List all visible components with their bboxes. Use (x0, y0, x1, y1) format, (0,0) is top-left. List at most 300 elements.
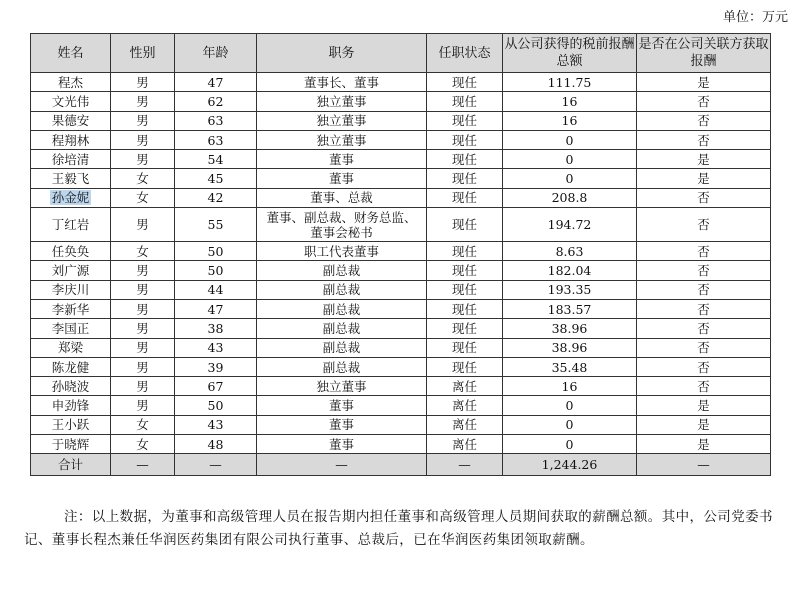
cell-related-text: 是 (697, 171, 710, 187)
cell-related (637, 242, 771, 261)
cell-age-text: 50 (207, 398, 224, 414)
total-row (31, 454, 771, 476)
cell-gender-text: 男 (136, 132, 149, 148)
table-row (31, 92, 771, 111)
table-row (31, 73, 771, 92)
cell-name-text[interactable]: 王毅飞 (51, 171, 90, 187)
cell-pay-text: 38.96 (551, 320, 588, 336)
cell-name (31, 111, 111, 130)
cell-gender (111, 73, 175, 92)
cell-related-text: 否 (697, 217, 710, 233)
cell-name-text[interactable]: 陈龙健 (51, 359, 90, 375)
cell-gender-text: 男 (136, 359, 149, 375)
cell-related-text: 否 (697, 93, 710, 109)
cell-status-text: 现任 (451, 74, 477, 90)
cell-gender (111, 188, 175, 207)
cell-related-text: 否 (697, 263, 710, 279)
cell-status-text: 现任 (451, 243, 477, 259)
cell-age-text: 62 (207, 93, 224, 109)
cell-pay-text: 16 (561, 113, 578, 129)
cell-age-text: 67 (207, 378, 224, 394)
cell-pay (503, 280, 637, 299)
cell-pay (503, 188, 637, 207)
cell-position-text: 董事 (328, 417, 354, 433)
cell-position-text: 董事、副总裁、财务总监、董事会秘书 (266, 209, 417, 240)
cell-related-text: 是 (697, 151, 710, 167)
cell-age-text: 63 (207, 132, 224, 148)
cell-related (637, 169, 771, 188)
cell-position-text: 副总裁 (322, 320, 361, 336)
cell-name (31, 92, 111, 111)
cell-pay (503, 357, 637, 376)
cell-related-text: 否 (697, 132, 710, 148)
cell-gender-text: 女 (136, 190, 149, 206)
cell-pay (503, 261, 637, 280)
cell-status-text: 现任 (451, 151, 477, 167)
total-related: — (637, 454, 771, 476)
cell-status-text: 离任 (451, 378, 477, 394)
cell-pay (503, 377, 637, 396)
cell-status-text: 现任 (451, 93, 477, 109)
table-row (31, 338, 771, 357)
cell-age (175, 242, 257, 261)
cell-name (31, 299, 111, 318)
cell-status (427, 338, 503, 357)
cell-related (637, 261, 771, 280)
table-row (31, 396, 771, 415)
cell-position-text: 独立董事 (316, 93, 367, 109)
cell-age (175, 338, 257, 357)
cell-status-text: 现任 (451, 359, 477, 375)
cell-pay (503, 242, 637, 261)
cell-gender (111, 280, 175, 299)
cell-gender-text: 女 (136, 243, 149, 259)
cell-status-text: 现任 (451, 340, 477, 356)
cell-pay-text: 111.75 (547, 74, 592, 90)
cell-age-text: 47 (207, 301, 224, 317)
cell-pay-text: 183.57 (547, 301, 592, 317)
cell-pay-text: 38.96 (551, 340, 588, 356)
cell-pay (503, 169, 637, 188)
cell-related (637, 208, 771, 242)
header-status: 任职状态 (427, 34, 503, 73)
cell-pay-text: 8.63 (555, 243, 584, 259)
footnote: 注：以上数据，为董事和高级管理人员在报告期内担任董事和高级管理人员期间获取的薪酬总额。其中，公司党委书记、董事长程杰兼任华润医药集团有限公司执行董事、总裁后，已在华润医药集团领取薪酬。 (24, 509, 773, 548)
cell-gender-text: 男 (136, 93, 149, 109)
cell-related (637, 280, 771, 299)
total-gender: — (111, 454, 175, 476)
cell-name-text[interactable]: 李国正 (51, 320, 90, 336)
cell-position (257, 299, 427, 318)
header-gender: 性别 (111, 34, 175, 73)
cell-position (257, 435, 427, 454)
cell-status (427, 150, 503, 169)
cell-age-text: 43 (207, 340, 224, 356)
cell-gender-text: 男 (136, 151, 149, 167)
cell-status (427, 242, 503, 261)
cell-related-text: 否 (697, 301, 710, 317)
cell-gender (111, 319, 175, 338)
cell-name-text[interactable]: 文光伟 (51, 93, 90, 109)
cell-position (257, 377, 427, 396)
cell-age-text: 38 (207, 320, 224, 336)
cell-status-text: 现任 (451, 301, 477, 317)
cell-position-text: 董事长、董事 (303, 74, 379, 90)
cell-name (31, 396, 111, 415)
header-age: 年龄 (175, 34, 257, 73)
cell-position-text: 董事 (328, 436, 354, 452)
cell-status-text: 现任 (451, 190, 477, 206)
cell-gender (111, 415, 175, 434)
cell-name (31, 261, 111, 280)
cell-related (637, 150, 771, 169)
cell-related (637, 111, 771, 130)
cell-gender-text: 男 (136, 320, 149, 336)
cell-name (31, 338, 111, 357)
cell-status (427, 415, 503, 434)
cell-position (257, 92, 427, 111)
cell-status (427, 435, 503, 454)
cell-gender (111, 261, 175, 280)
cell-position (257, 319, 427, 338)
cell-position-text: 独立董事 (316, 132, 367, 148)
cell-position (257, 242, 427, 261)
cell-related (637, 73, 771, 92)
cell-position (257, 338, 427, 357)
cell-gender-text: 男 (136, 398, 149, 414)
total-age: — (175, 454, 257, 476)
cell-gender-text: 女 (136, 171, 149, 187)
cell-age-text: 39 (207, 359, 224, 375)
table-row (31, 261, 771, 280)
cell-related (637, 396, 771, 415)
cell-age-text: 42 (207, 190, 224, 206)
cell-position (257, 261, 427, 280)
cell-age-text: 48 (207, 436, 224, 452)
cell-status (427, 130, 503, 149)
table-row (31, 188, 771, 207)
cell-related (637, 130, 771, 149)
cell-pay (503, 319, 637, 338)
cell-status (427, 208, 503, 242)
header-related: 是否在公司关联方获取报酬 (637, 34, 771, 73)
cell-status (427, 169, 503, 188)
cell-position (257, 169, 427, 188)
cell-age (175, 92, 257, 111)
cell-age (175, 188, 257, 207)
cell-pay (503, 130, 637, 149)
cell-name-text[interactable]: 李新华 (51, 301, 90, 317)
cell-status-text: 现任 (451, 132, 477, 148)
table-row (31, 111, 771, 130)
cell-related-text: 是 (697, 436, 710, 452)
cell-gender (111, 169, 175, 188)
cell-age (175, 377, 257, 396)
cell-gender (111, 242, 175, 261)
cell-position (257, 73, 427, 92)
cell-name (31, 150, 111, 169)
cell-name-text[interactable]: 任奂奂 (51, 243, 90, 259)
cell-status (427, 357, 503, 376)
table-row (31, 299, 771, 318)
cell-name-text[interactable]: 申劲锋 (51, 398, 90, 414)
cell-name (31, 130, 111, 149)
cell-pay-text: 0 (565, 398, 574, 414)
cell-pay-text: 0 (565, 417, 574, 433)
cell-status-text: 现任 (451, 171, 477, 187)
table-row (31, 377, 771, 396)
cell-status-text: 现任 (451, 320, 477, 336)
cell-gender (111, 396, 175, 415)
cell-pay-text: 0 (565, 151, 574, 167)
cell-age (175, 415, 257, 434)
cell-position (257, 415, 427, 434)
table-body (31, 73, 771, 454)
cell-related (637, 357, 771, 376)
total-status: — (427, 454, 503, 476)
cell-position-text: 职工代表董事 (303, 243, 379, 259)
cell-gender-text: 男 (136, 217, 149, 233)
cell-age-text: 44 (207, 282, 224, 298)
cell-status-text: 现任 (451, 113, 477, 129)
cell-name (31, 357, 111, 376)
cell-age (175, 435, 257, 454)
cell-name (31, 242, 111, 261)
cell-name (31, 73, 111, 92)
cell-gender (111, 338, 175, 357)
cell-position-text: 董事 (328, 171, 354, 187)
cell-age-text: 55 (207, 217, 224, 233)
table-row (31, 357, 771, 376)
cell-status (427, 261, 503, 280)
cell-related-text: 否 (697, 282, 710, 298)
cell-name-text[interactable]: 徐培清 (51, 151, 90, 167)
cell-status (427, 396, 503, 415)
cell-related (637, 299, 771, 318)
cell-gender (111, 92, 175, 111)
cell-position (257, 150, 427, 169)
table-row (31, 150, 771, 169)
cell-position-text: 独立董事 (316, 113, 367, 129)
cell-related (637, 188, 771, 207)
cell-name (31, 435, 111, 454)
cell-pay (503, 299, 637, 318)
cell-name-text[interactable]: 孙晓波 (51, 378, 90, 394)
cell-gender (111, 111, 175, 130)
cell-name-text[interactable]: 果德安 (51, 113, 90, 129)
cell-age (175, 169, 257, 188)
cell-pay (503, 150, 637, 169)
cell-pay-text: 208.8 (551, 190, 588, 206)
cell-status-text: 现任 (451, 217, 477, 233)
cell-pay (503, 415, 637, 434)
cell-age (175, 208, 257, 242)
cell-age (175, 150, 257, 169)
cell-pay-text: 193.35 (547, 282, 592, 298)
cell-pay (503, 111, 637, 130)
cell-status (427, 319, 503, 338)
cell-gender (111, 357, 175, 376)
cell-age-text: 63 (207, 113, 224, 129)
table-row (31, 130, 771, 149)
cell-name (31, 415, 111, 434)
cell-related-text: 否 (697, 113, 710, 129)
cell-position (257, 396, 427, 415)
cell-gender (111, 299, 175, 318)
cell-status-text: 现任 (451, 282, 477, 298)
cell-name-text[interactable]: 郑梁 (57, 340, 83, 356)
cell-position-text: 董事 (328, 398, 354, 414)
cell-related-text: 否 (697, 359, 710, 375)
cell-related (637, 435, 771, 454)
cell-pay-text: 35.48 (551, 359, 588, 375)
cell-status (427, 299, 503, 318)
cell-gender-text: 女 (136, 436, 149, 452)
cell-pay-text: 0 (565, 132, 574, 148)
cell-age-text: 50 (207, 243, 224, 259)
table-row (31, 280, 771, 299)
cell-name-text[interactable]: 程翔林 (51, 132, 90, 148)
cell-age (175, 299, 257, 318)
cell-gender (111, 377, 175, 396)
cell-position-text: 董事 (328, 151, 354, 167)
cell-age-text: 47 (207, 74, 224, 90)
cell-name-text[interactable]: 孙金妮 (51, 190, 90, 206)
cell-name (31, 188, 111, 207)
cell-position (257, 208, 427, 242)
cell-pay-text: 16 (561, 93, 578, 109)
cell-pay (503, 435, 637, 454)
cell-position-text: 副总裁 (322, 359, 361, 375)
table-row (31, 242, 771, 261)
cell-status (427, 111, 503, 130)
total-label: 合计 (31, 454, 111, 476)
cell-related-text: 否 (697, 378, 710, 394)
total-position: — (257, 454, 427, 476)
cell-related (637, 377, 771, 396)
cell-age (175, 280, 257, 299)
table-row (31, 208, 771, 242)
cell-gender-text: 男 (136, 74, 149, 90)
cell-position (257, 357, 427, 376)
cell-name (31, 169, 111, 188)
cell-status (427, 280, 503, 299)
total-pay: 1,244.26 (503, 454, 637, 476)
cell-age-text: 50 (207, 263, 224, 279)
cell-related-text: 是 (697, 417, 710, 433)
cell-status (427, 188, 503, 207)
cell-related (637, 415, 771, 434)
cell-position-text: 董事、总裁 (310, 190, 373, 206)
cell-pay (503, 73, 637, 92)
table-row (31, 319, 771, 338)
cell-position-text: 副总裁 (322, 282, 361, 298)
cell-age (175, 357, 257, 376)
cell-position (257, 130, 427, 149)
cell-age (175, 130, 257, 149)
cell-age-text: 54 (207, 151, 224, 167)
header-row (31, 34, 771, 73)
cell-age (175, 396, 257, 415)
cell-name-text[interactable]: 李庆川 (51, 282, 90, 298)
cell-related-text: 否 (697, 190, 710, 206)
cell-name-text[interactable]: 丁红岩 (51, 217, 90, 233)
cell-position-text: 副总裁 (322, 340, 361, 356)
cell-pay (503, 396, 637, 415)
cell-name (31, 377, 111, 396)
unit-label: 单位：万元 (722, 10, 788, 25)
cell-position (257, 188, 427, 207)
cell-pay-text: 16 (561, 378, 578, 394)
cell-gender-text: 男 (136, 282, 149, 298)
cell-related-text: 否 (697, 340, 710, 356)
cell-position-text: 副总裁 (322, 263, 361, 279)
cell-position-text: 副总裁 (322, 301, 361, 317)
cell-age (175, 111, 257, 130)
cell-related-text: 是 (697, 74, 710, 90)
table-row (31, 169, 771, 188)
cell-pay-text: 0 (565, 171, 574, 187)
cell-gender (111, 435, 175, 454)
cell-status-text: 离任 (451, 417, 477, 433)
cell-pay-text: 182.04 (547, 263, 592, 279)
cell-name (31, 280, 111, 299)
cell-status-text: 离任 (451, 436, 477, 452)
cell-pay (503, 338, 637, 357)
header-position: 职务 (257, 34, 427, 73)
cell-pay-text: 0 (565, 436, 574, 452)
cell-gender-text: 男 (136, 378, 149, 394)
cell-name (31, 319, 111, 338)
cell-age (175, 261, 257, 280)
cell-status (427, 73, 503, 92)
cell-name-text[interactable]: 王小跃 (51, 417, 90, 433)
header-pay: 从公司获得的税前报酬总额 (503, 34, 637, 73)
cell-gender (111, 150, 175, 169)
cell-pay (503, 208, 637, 242)
cell-age-text: 45 (207, 171, 224, 187)
cell-gender-text: 男 (136, 113, 149, 129)
cell-related (637, 319, 771, 338)
cell-age (175, 319, 257, 338)
cell-related-text: 否 (697, 320, 710, 336)
cell-gender-text: 女 (136, 417, 149, 433)
cell-position (257, 280, 427, 299)
table-row (31, 435, 771, 454)
cell-status (427, 92, 503, 111)
cell-pay (503, 92, 637, 111)
cell-name (31, 208, 111, 242)
cell-related (637, 92, 771, 111)
cell-related-text: 是 (697, 398, 710, 414)
cell-related-text: 否 (697, 243, 710, 259)
cell-gender-text: 男 (136, 301, 149, 317)
table-row (31, 415, 771, 434)
cell-gender (111, 208, 175, 242)
cell-gender (111, 130, 175, 149)
header-name: 姓名 (31, 34, 111, 73)
cell-age-text: 43 (207, 417, 224, 433)
cell-name-text[interactable]: 于晓辉 (51, 436, 90, 452)
cell-status (427, 377, 503, 396)
cell-position (257, 111, 427, 130)
cell-status-text: 现任 (451, 263, 477, 279)
cell-gender-text: 男 (136, 263, 149, 279)
cell-name-text[interactable]: 刘广源 (51, 263, 90, 279)
cell-age (175, 73, 257, 92)
cell-name-text[interactable]: 程杰 (57, 74, 83, 90)
compensation-table (30, 33, 771, 476)
